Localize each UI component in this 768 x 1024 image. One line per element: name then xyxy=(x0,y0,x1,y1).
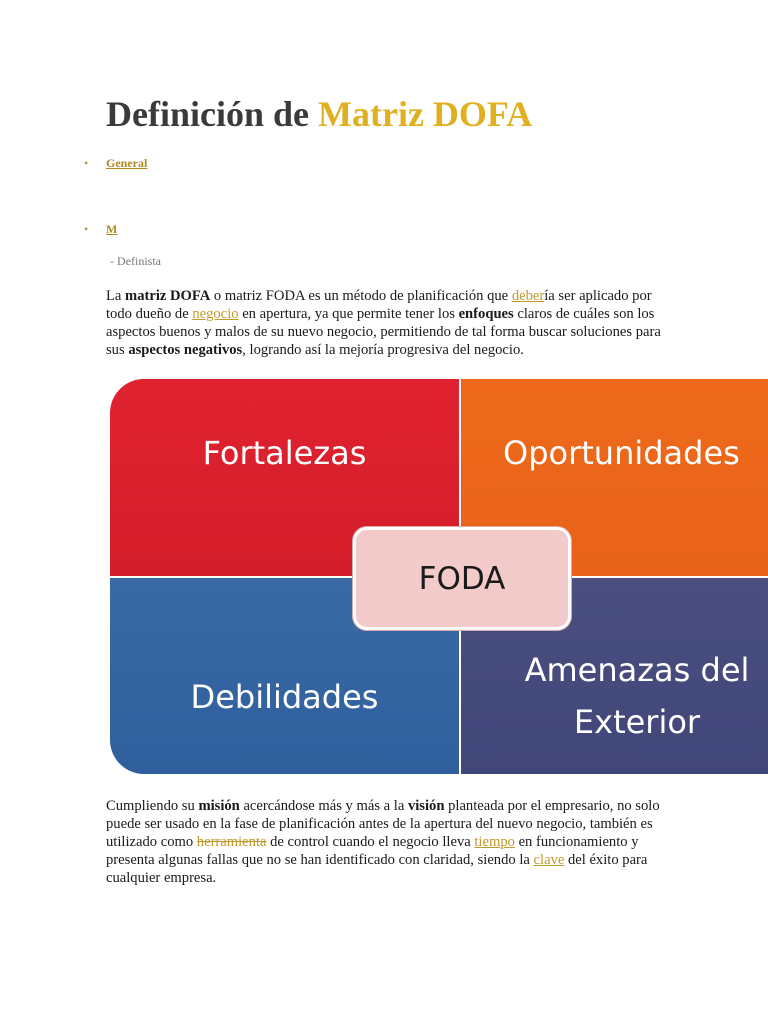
bold-term: enfoques xyxy=(458,306,514,322)
tag-link-m[interactable]: M xyxy=(106,222,118,236)
link-clave[interactable]: clave xyxy=(533,852,565,868)
text-run: de control cuando el negocio lleva xyxy=(266,834,475,850)
text-run: en funcionamiento y presenta algunas fallas que no se han identificado con claridad, siendo la xyxy=(106,834,639,868)
bold-term: matriz DOFA xyxy=(125,288,211,304)
author-byline: - Definista xyxy=(110,254,161,268)
title-accent: Matriz DOFA xyxy=(318,94,533,134)
bullet-icon: • xyxy=(84,222,89,236)
link-herramienta[interactable]: herramienta xyxy=(196,834,267,850)
body-paragraph xyxy=(106,797,666,887)
link-deber[interactable]: deber xyxy=(511,288,545,304)
bullet-icon: • xyxy=(84,156,89,170)
intro-paragraph xyxy=(106,287,666,359)
label-line: Exterior xyxy=(573,703,701,741)
center-box-foda: FODA xyxy=(353,527,571,630)
text-run: planteada por el empresario, no solo puede ser usado en la fase de planificación antes de la apertura del nuevo negocio, también es utilizado como xyxy=(106,798,660,850)
bold-term: visión xyxy=(407,798,445,814)
quadrant-label: Fortalezas xyxy=(202,433,367,472)
page-title xyxy=(106,90,532,138)
quadrant-label: Debilidades xyxy=(190,678,379,716)
text-run: del éxito para cualquier empresa. xyxy=(106,852,648,886)
text-run: ía ser aplicado por todo dueño de xyxy=(106,288,652,322)
text-run: La xyxy=(106,288,126,304)
text-run: en apertura, ya que permite tener los xyxy=(238,306,459,322)
text-run: acercándose más y más a la xyxy=(239,798,408,814)
foda-diagram xyxy=(108,377,768,777)
bold-term: aspectos negativos xyxy=(128,342,243,358)
link-tiempo[interactable]: tiempo xyxy=(474,834,515,850)
text-run: o matriz FODA es un método de planificación que xyxy=(210,288,512,304)
text-run: Cumpliendo su xyxy=(106,798,199,814)
quadrant-label xyxy=(503,644,768,748)
text-run: claros de cuáles son los aspectos buenos y malos de su nuevo negocio, permitiendo de tal forma buscar soluciones para sus xyxy=(106,306,661,358)
text-run: , logrando así la mejoría progresiva del negocio. xyxy=(242,342,524,358)
label-line: Amenazas del xyxy=(524,651,750,689)
link-negocio[interactable]: negocio xyxy=(192,306,239,322)
quadrant-label: Oportunidades xyxy=(503,433,740,472)
bold-term: misión xyxy=(198,798,240,814)
tag-link-general[interactable]: General xyxy=(106,156,148,170)
title-main: Definición de xyxy=(106,94,318,134)
